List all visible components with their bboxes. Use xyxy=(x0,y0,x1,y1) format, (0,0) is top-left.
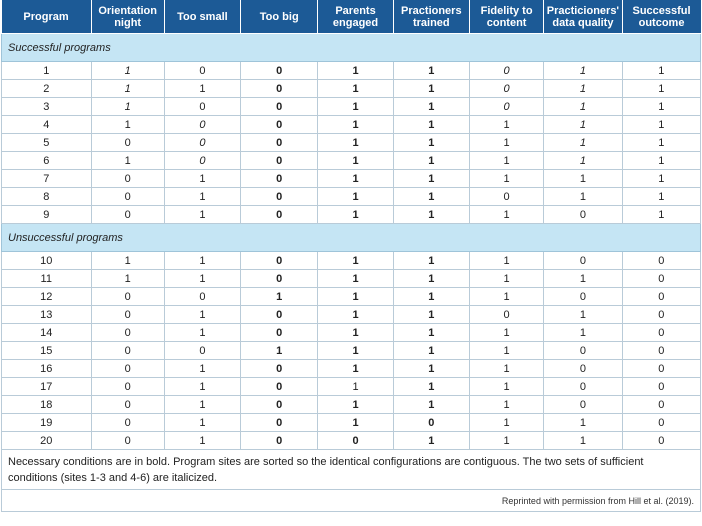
condition-cell: 1 xyxy=(393,134,469,152)
credit-row xyxy=(2,490,701,512)
condition-cell: 1 xyxy=(318,170,393,188)
condition-cell: 1 xyxy=(318,116,393,134)
credit-line: Reprinted with permission from Hill et al. (2019). xyxy=(2,490,701,512)
condition-cell: 1 xyxy=(469,170,543,188)
condition-cell: 1 xyxy=(469,396,543,414)
table-row xyxy=(2,206,701,224)
condition-cell: 1 xyxy=(469,324,543,342)
condition-cell: 1 xyxy=(544,432,622,450)
condition-cell: 0 xyxy=(91,288,164,306)
condition-cell: 1 xyxy=(393,324,469,342)
table-container xyxy=(1,0,701,512)
program-number-cell: 8 xyxy=(2,188,92,206)
condition-cell: 1 xyxy=(469,270,543,288)
condition-cell: 1 xyxy=(393,188,469,206)
condition-cell: 1 xyxy=(393,152,469,170)
program-number-cell: 10 xyxy=(2,252,92,270)
header-parents-engaged: Parents engaged xyxy=(318,0,393,34)
condition-cell: 0 xyxy=(241,98,318,116)
table-row xyxy=(2,152,701,170)
condition-cell: 0 xyxy=(241,62,318,80)
condition-cell: 0 xyxy=(241,170,318,188)
condition-cell: 0 xyxy=(91,188,164,206)
condition-cell: 1 xyxy=(91,116,164,134)
condition-cell: 0 xyxy=(469,80,543,98)
condition-cell: 0 xyxy=(241,378,318,396)
condition-cell: 1 xyxy=(318,98,393,116)
condition-cell: 0 xyxy=(241,252,318,270)
condition-cell: 0 xyxy=(241,152,318,170)
condition-cell: 0 xyxy=(469,306,543,324)
header-fidelity-to-content: Fidelity to content xyxy=(469,0,543,34)
condition-cell: 0 xyxy=(91,360,164,378)
table-row xyxy=(2,288,701,306)
table-row xyxy=(2,414,701,432)
condition-cell: 0 xyxy=(544,342,622,360)
condition-cell: 0 xyxy=(241,188,318,206)
program-number-cell: 9 xyxy=(2,206,92,224)
condition-cell: 1 xyxy=(393,396,469,414)
condition-cell: 1 xyxy=(164,378,240,396)
table-row xyxy=(2,116,701,134)
condition-cell: 0 xyxy=(241,270,318,288)
program-number-cell: 17 xyxy=(2,378,92,396)
program-number-cell: 5 xyxy=(2,134,92,152)
program-number-cell: 1 xyxy=(2,62,92,80)
condition-cell: 0 xyxy=(91,206,164,224)
condition-cell: 1 xyxy=(164,252,240,270)
condition-cell: 0 xyxy=(164,152,240,170)
condition-cell: 0 xyxy=(241,134,318,152)
condition-cell: 1 xyxy=(91,252,164,270)
condition-cell: 0 xyxy=(164,62,240,80)
condition-cell: 1 xyxy=(544,62,622,80)
condition-cell: 1 xyxy=(622,152,700,170)
condition-cell: 0 xyxy=(622,414,700,432)
header-practioners-trained: Practioners trained xyxy=(393,0,469,34)
condition-cell: 0 xyxy=(469,188,543,206)
condition-cell: 0 xyxy=(91,306,164,324)
program-number-cell: 6 xyxy=(2,152,92,170)
section-title: Unsuccessful programs xyxy=(2,224,701,252)
condition-cell: 1 xyxy=(469,288,543,306)
condition-cell: 1 xyxy=(622,116,700,134)
condition-cell: 1 xyxy=(393,98,469,116)
condition-cell: 1 xyxy=(318,396,393,414)
table-row xyxy=(2,396,701,414)
condition-cell: 1 xyxy=(544,324,622,342)
condition-cell: 1 xyxy=(393,170,469,188)
condition-cell: 1 xyxy=(91,80,164,98)
condition-cell: 1 xyxy=(318,152,393,170)
condition-cell: 1 xyxy=(544,98,622,116)
condition-cell: 1 xyxy=(393,360,469,378)
condition-cell: 0 xyxy=(241,80,318,98)
condition-cell: 0 xyxy=(622,432,700,450)
condition-cell: 1 xyxy=(469,360,543,378)
table-row xyxy=(2,134,701,152)
program-number-cell: 2 xyxy=(2,80,92,98)
condition-cell: 1 xyxy=(544,306,622,324)
header-row xyxy=(2,0,701,34)
condition-cell: 1 xyxy=(318,288,393,306)
condition-cell: 0 xyxy=(622,378,700,396)
table-row xyxy=(2,378,701,396)
condition-cell: 0 xyxy=(544,360,622,378)
condition-cell: 0 xyxy=(91,396,164,414)
condition-cell: 1 xyxy=(544,80,622,98)
condition-cell: 0 xyxy=(91,342,164,360)
condition-cell: 1 xyxy=(164,360,240,378)
condition-cell: 0 xyxy=(544,396,622,414)
condition-cell: 1 xyxy=(91,98,164,116)
condition-cell: 0 xyxy=(393,414,469,432)
table-note: Necessary conditions are in bold. Program sites are sorted so the identical configurations are contiguous. The two sets of sufficient conditions (sites 1-3 and 4-6) are italicized. xyxy=(2,450,701,490)
condition-cell: 1 xyxy=(469,152,543,170)
table-row xyxy=(2,270,701,288)
condition-cell: 1 xyxy=(241,288,318,306)
header-program: Program xyxy=(2,0,92,34)
condition-cell: 0 xyxy=(622,342,700,360)
condition-cell: 1 xyxy=(393,306,469,324)
condition-cell: 1 xyxy=(318,188,393,206)
condition-cell: 0 xyxy=(241,432,318,450)
condition-cell: 1 xyxy=(544,414,622,432)
condition-cell: 0 xyxy=(241,360,318,378)
header-too-big: Too big xyxy=(241,0,318,34)
condition-cell: 1 xyxy=(91,62,164,80)
condition-cell: 1 xyxy=(544,152,622,170)
condition-cell: 0 xyxy=(91,134,164,152)
condition-cell: 0 xyxy=(164,116,240,134)
condition-cell: 0 xyxy=(469,62,543,80)
program-number-cell: 18 xyxy=(2,396,92,414)
condition-cell: 1 xyxy=(164,324,240,342)
condition-cell: 1 xyxy=(393,432,469,450)
condition-cell: 0 xyxy=(241,396,318,414)
condition-cell: 1 xyxy=(622,62,700,80)
condition-cell: 0 xyxy=(164,342,240,360)
condition-cell: 1 xyxy=(164,306,240,324)
condition-cell: 0 xyxy=(469,98,543,116)
table-row xyxy=(2,188,701,206)
header-successful-outcome: Successful outcome xyxy=(622,0,700,34)
condition-cell: 1 xyxy=(393,288,469,306)
condition-cell: 1 xyxy=(91,270,164,288)
condition-cell: 0 xyxy=(622,396,700,414)
condition-cell: 0 xyxy=(241,116,318,134)
program-number-cell: 16 xyxy=(2,360,92,378)
program-number-cell: 12 xyxy=(2,288,92,306)
condition-cell: 1 xyxy=(241,342,318,360)
condition-cell: 0 xyxy=(91,170,164,188)
condition-cell: 1 xyxy=(318,134,393,152)
condition-cell: 1 xyxy=(318,306,393,324)
condition-cell: 1 xyxy=(164,188,240,206)
condition-cell: 1 xyxy=(469,252,543,270)
condition-cell: 0 xyxy=(241,324,318,342)
table-row xyxy=(2,432,701,450)
condition-cell: 1 xyxy=(544,270,622,288)
section-header-successful xyxy=(2,34,701,62)
condition-cell: 0 xyxy=(544,288,622,306)
condition-cell: 1 xyxy=(318,80,393,98)
program-number-cell: 14 xyxy=(2,324,92,342)
condition-cell: 0 xyxy=(544,378,622,396)
section-header-unsuccessful xyxy=(2,224,701,252)
table-row xyxy=(2,306,701,324)
program-number-cell: 19 xyxy=(2,414,92,432)
condition-cell: 1 xyxy=(91,152,164,170)
table-row xyxy=(2,342,701,360)
note-row xyxy=(2,450,701,490)
condition-cell: 0 xyxy=(241,414,318,432)
condition-cell: 1 xyxy=(469,414,543,432)
condition-cell: 1 xyxy=(164,270,240,288)
condition-cell: 1 xyxy=(393,342,469,360)
program-number-cell: 15 xyxy=(2,342,92,360)
condition-cell: 1 xyxy=(622,206,700,224)
condition-cell: 1 xyxy=(469,134,543,152)
condition-cell: 0 xyxy=(164,98,240,116)
condition-cell: 1 xyxy=(164,170,240,188)
condition-cell: 1 xyxy=(622,80,700,98)
condition-cell: 1 xyxy=(318,360,393,378)
program-number-cell: 3 xyxy=(2,98,92,116)
condition-cell: 1 xyxy=(469,378,543,396)
program-number-cell: 4 xyxy=(2,116,92,134)
condition-cell: 1 xyxy=(393,116,469,134)
condition-cell: 0 xyxy=(544,252,622,270)
table-row xyxy=(2,80,701,98)
condition-cell: 0 xyxy=(91,432,164,450)
condition-cell: 1 xyxy=(318,324,393,342)
condition-cell: 1 xyxy=(622,134,700,152)
condition-cell: 1 xyxy=(393,206,469,224)
condition-cell: 1 xyxy=(622,170,700,188)
table-row xyxy=(2,62,701,80)
condition-cell: 0 xyxy=(91,414,164,432)
condition-cell: 0 xyxy=(622,252,700,270)
program-number-cell: 7 xyxy=(2,170,92,188)
condition-cell: 1 xyxy=(544,188,622,206)
condition-cell: 0 xyxy=(622,288,700,306)
header-orientation-night: Orientation night xyxy=(91,0,164,34)
condition-cell: 0 xyxy=(622,360,700,378)
condition-cell: 1 xyxy=(318,414,393,432)
table-row xyxy=(2,98,701,116)
condition-cell: 1 xyxy=(393,80,469,98)
condition-cell: 1 xyxy=(164,414,240,432)
condition-cell: 0 xyxy=(91,378,164,396)
table-row xyxy=(2,324,701,342)
condition-cell: 1 xyxy=(318,378,393,396)
condition-cell: 1 xyxy=(318,206,393,224)
condition-cell: 1 xyxy=(622,188,700,206)
table-body xyxy=(2,34,701,450)
header-data-quality: Practicioners' data quality xyxy=(544,0,622,34)
condition-cell: 1 xyxy=(164,206,240,224)
condition-cell: 1 xyxy=(469,116,543,134)
condition-cell: 0 xyxy=(241,206,318,224)
condition-cell: 1 xyxy=(164,80,240,98)
condition-cell: 1 xyxy=(318,342,393,360)
header-too-small: Too small xyxy=(164,0,240,34)
condition-cell: 0 xyxy=(622,324,700,342)
condition-cell: 1 xyxy=(318,270,393,288)
condition-cell: 1 xyxy=(544,116,622,134)
condition-cell: 1 xyxy=(393,62,469,80)
condition-cell: 0 xyxy=(622,306,700,324)
condition-cell: 0 xyxy=(318,432,393,450)
program-number-cell: 20 xyxy=(2,432,92,450)
condition-cell: 1 xyxy=(393,270,469,288)
condition-cell: 1 xyxy=(544,134,622,152)
condition-cell: 1 xyxy=(318,252,393,270)
condition-cell: 0 xyxy=(164,134,240,152)
program-number-cell: 11 xyxy=(2,270,92,288)
condition-cell: 0 xyxy=(91,324,164,342)
table-row xyxy=(2,252,701,270)
table-row xyxy=(2,360,701,378)
condition-cell: 0 xyxy=(241,306,318,324)
condition-cell: 1 xyxy=(393,378,469,396)
table-row xyxy=(2,170,701,188)
condition-cell: 1 xyxy=(318,62,393,80)
condition-cell: 0 xyxy=(622,270,700,288)
condition-cell: 1 xyxy=(164,396,240,414)
condition-cell: 1 xyxy=(393,252,469,270)
condition-cell: 0 xyxy=(164,288,240,306)
conditions-table xyxy=(1,0,701,512)
condition-cell: 1 xyxy=(622,98,700,116)
condition-cell: 1 xyxy=(544,170,622,188)
condition-cell: 1 xyxy=(469,342,543,360)
program-number-cell: 13 xyxy=(2,306,92,324)
section-title: Successful programs xyxy=(2,34,701,62)
condition-cell: 1 xyxy=(469,206,543,224)
condition-cell: 0 xyxy=(544,206,622,224)
condition-cell: 1 xyxy=(469,432,543,450)
condition-cell: 1 xyxy=(164,432,240,450)
